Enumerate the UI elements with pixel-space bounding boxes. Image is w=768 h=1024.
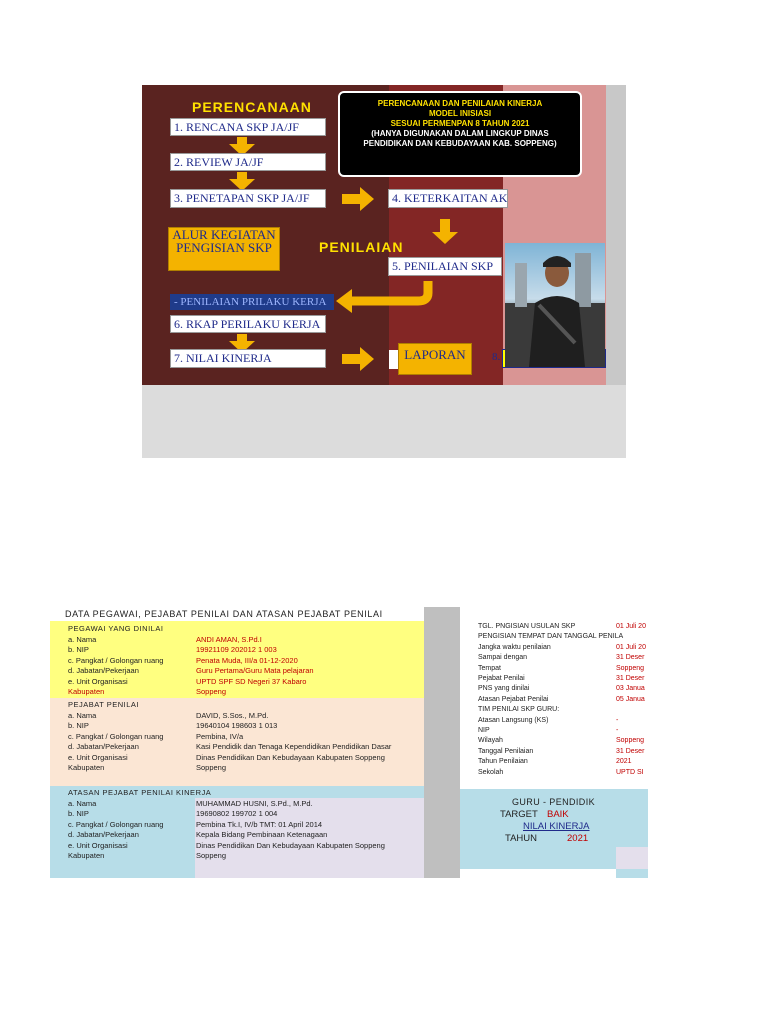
arrow-down-icon xyxy=(237,172,247,179)
atasan-row-label: d. Jabatan/Pekerjaan xyxy=(68,830,139,840)
right-row-value: 31 Deser xyxy=(616,675,645,682)
penilai-header: PEJABAT PENILAI xyxy=(68,700,139,709)
right-row-value: 01 Juli 20 xyxy=(616,643,646,651)
step-8-number: 8. xyxy=(492,351,501,363)
right-row-label: Atasan Pejabat Penilai xyxy=(478,695,549,703)
arrow-right-icon xyxy=(342,187,374,211)
step-3: 3. PENETAPAN SKP JA/JF xyxy=(170,189,326,208)
right-row-label: Wilayah xyxy=(478,737,503,745)
atasan-row-value: MUHAMMAD HUSNI, S.Pd., M.Pd. xyxy=(196,799,313,808)
penilai-row-value: Soppeng xyxy=(196,763,227,772)
penilai-row-value: Kasi Pendidik dan Tenaga Kependidikan Pendidikan Dasar xyxy=(196,742,392,752)
penilai-row-label: e. Unit Organisasi xyxy=(68,752,128,762)
step-7: 7. NILAI KINERJA xyxy=(170,349,326,368)
right-row-label: NIP xyxy=(478,727,490,734)
penilai-row-label: c. Pangkat / Golongan ruang xyxy=(68,731,164,741)
nilai-kinerja-label: NILAI KINERJA xyxy=(523,821,590,832)
arrow-down-icon xyxy=(432,232,458,244)
pegawai-row-value: Soppeng xyxy=(196,687,227,696)
right-row-value: 2021 xyxy=(616,758,632,766)
atasan-row-label: Kabupaten xyxy=(68,851,105,860)
step-6: 6. RKAP PERILAKU KERJA xyxy=(170,315,326,333)
arrow-curved-left-icon xyxy=(332,279,436,313)
right-row-label: TIM PENILAI SKP GURU: xyxy=(478,706,560,714)
atasan-row-value: Kepala Bidang Pembinaan Ketenagaan xyxy=(196,830,328,840)
banner-line-5: PENDIDIKAN DAN KEBUDAYAAN KAB. SOPPENG) xyxy=(363,139,557,148)
atasan-row-label: c. Pangkat / Golongan ruang xyxy=(68,819,164,829)
banner-line-3: SESUAI PERMENPAN 8 TAHUN 2021 xyxy=(390,119,530,128)
right-row-value: 31 Deser xyxy=(616,747,645,755)
perencanaan-title: PERENCANAAN xyxy=(192,99,312,115)
atasan-row-value: 19690802 199702 1 004 xyxy=(196,809,278,819)
pegawai-row-label: d. Jabatan/Pekerjaan xyxy=(68,666,139,676)
flow-diagram-slide xyxy=(142,85,626,458)
penilai-row-label: b. NIP xyxy=(68,721,89,731)
person-photo-icon xyxy=(505,243,605,367)
right-row-value: 05 Janua xyxy=(616,695,645,703)
right-row-value: Soppeng xyxy=(616,737,645,745)
right-row-label: Sampai dengan xyxy=(478,654,528,662)
penilai-row-label: Kabupaten xyxy=(68,763,105,772)
arrow-down-icon xyxy=(440,219,450,232)
right-row-label: Tempat xyxy=(478,664,501,672)
right-row-label: Tanggal Penilaian xyxy=(478,747,534,755)
banner-line-2: MODEL INISIASI xyxy=(428,109,492,118)
right-row-label: Jangka waktu penilaian xyxy=(478,643,551,651)
right-row-label: PENGISIAN TEMPAT DAN TANGGAL PENILA xyxy=(478,633,624,641)
step-5: 5. PENILAIAN SKP xyxy=(388,257,502,276)
right-row-value: - xyxy=(616,727,619,734)
guru-title: GURU - PENDIDIK xyxy=(512,797,596,807)
right-row-value: - xyxy=(616,716,619,724)
atasan-header: ATASAN PEJABAT PENILAI KINERJA xyxy=(68,788,212,797)
step-1: 1. RENCANA SKP JA/JF xyxy=(170,118,326,136)
banner-line-4: (HANYA DIGUNAKAN DALAM LINGKUP DINAS xyxy=(371,129,549,138)
pegawai-row-value: 19921109 202012 1 003 xyxy=(196,645,277,655)
tahun-label: TAHUN xyxy=(505,833,538,844)
right-row-value: UPTD SI xyxy=(616,768,644,776)
pegawai-row-value: ANDI AMAN, S.Pd.I xyxy=(196,635,262,644)
sheet-divider xyxy=(424,607,460,878)
panel-gray xyxy=(606,85,626,385)
profile-photo xyxy=(505,243,605,367)
target-value: BAIK xyxy=(547,809,569,820)
pegawai-row-label: b. NIP xyxy=(68,645,89,655)
right-row-label: Pejabat Penilai xyxy=(478,675,525,682)
atasan-row-value: Soppeng xyxy=(196,851,227,860)
right-row-label: Sekolah xyxy=(478,768,504,776)
penilai-row-value: DAVID, S.Sos., M.Pd. xyxy=(196,711,269,720)
pegawai-row-value: Guru Pertama/Guru Mata pelajaran xyxy=(196,666,314,676)
laporan-box: LAPORAN xyxy=(398,343,472,375)
banner-line-1: PERENCANAAN DAN PENILAIAN KINERJA xyxy=(377,99,543,108)
guru-gap xyxy=(460,869,616,878)
right-row-value: 31 Deser xyxy=(616,654,645,662)
atasan-row-label: b. NIP xyxy=(68,809,89,819)
atasan-row-value: Pembina Tk.I, IV/b TMT: 01 April 2014 xyxy=(196,819,323,829)
target-label: TARGET xyxy=(500,809,538,820)
pegawai-row-value: UPTD SPF SD Negeri 37 Kabaro xyxy=(196,676,307,686)
right-row-label: TGL. PNGISIAN USULAN SKP xyxy=(478,623,576,630)
sheet-title: DATA PEGAWAI, PEJABAT PENILAI DAN ATASAN PEJABAT PENILAI xyxy=(65,609,383,619)
title-banner xyxy=(338,91,582,177)
alur-box: ALUR KEGIATAN PENGISIAN SKP xyxy=(168,227,280,271)
atasan-row-label: e. Unit Organisasi xyxy=(68,840,128,850)
penilai-row-label: a. Nama xyxy=(68,711,97,720)
guru-cell-lilac xyxy=(616,847,648,869)
step-2: 2. REVIEW JA/JF xyxy=(170,153,326,171)
arrow-right-icon xyxy=(342,347,374,371)
pegawai-row-label: e. Unit Organisasi xyxy=(68,676,128,686)
right-row-label: PNS yang dinilai xyxy=(478,685,530,693)
arrow-down-icon xyxy=(237,137,247,144)
right-row-label: Atasan Langsung (KS) xyxy=(478,716,549,724)
step-4: 4. KETERKAITAN AK xyxy=(388,189,508,208)
step-5-prilaku: - PENILAIAN PRILAKU KERJA xyxy=(170,294,334,310)
pegawai-header: PEGAWAI YANG DINILAI xyxy=(68,624,164,633)
penilai-row-value: 19640104 198603 1 013 xyxy=(196,721,278,731)
penilai-row-value: Dinas Pendidikan Dan Kebudayaan Kabupaten Soppeng xyxy=(196,752,385,762)
data-sheet xyxy=(50,607,648,878)
arrow-down-icon xyxy=(237,334,247,341)
atasan-row-label: a. Nama xyxy=(68,799,97,808)
penilai-row-value: Pembina, IV/a xyxy=(196,731,244,741)
pegawai-row-value: Penata Muda, III/a 01-12-2020 xyxy=(196,655,298,665)
penilai-row-label: d. Jabatan/Pekerjaan xyxy=(68,742,139,752)
right-row-label: Tahun Penilaian xyxy=(478,758,528,766)
atasan-row-value: Dinas Pendidikan Dan Kebudayaan Kabupaten Soppeng xyxy=(196,840,385,850)
right-row-value: 01 Juli 20 xyxy=(616,623,646,630)
penilaian-title: PENILAIAN xyxy=(319,239,404,255)
right-row-value: 03 Janua xyxy=(616,685,645,693)
right-row-value: Soppeng xyxy=(616,664,645,672)
tahun-value: 2021 xyxy=(567,833,589,844)
pegawai-row-label: c. Pangkat / Golongan ruang xyxy=(68,655,164,665)
pegawai-row-label: Kabupaten xyxy=(68,687,105,696)
pegawai-row-label: a. Nama xyxy=(68,635,97,644)
